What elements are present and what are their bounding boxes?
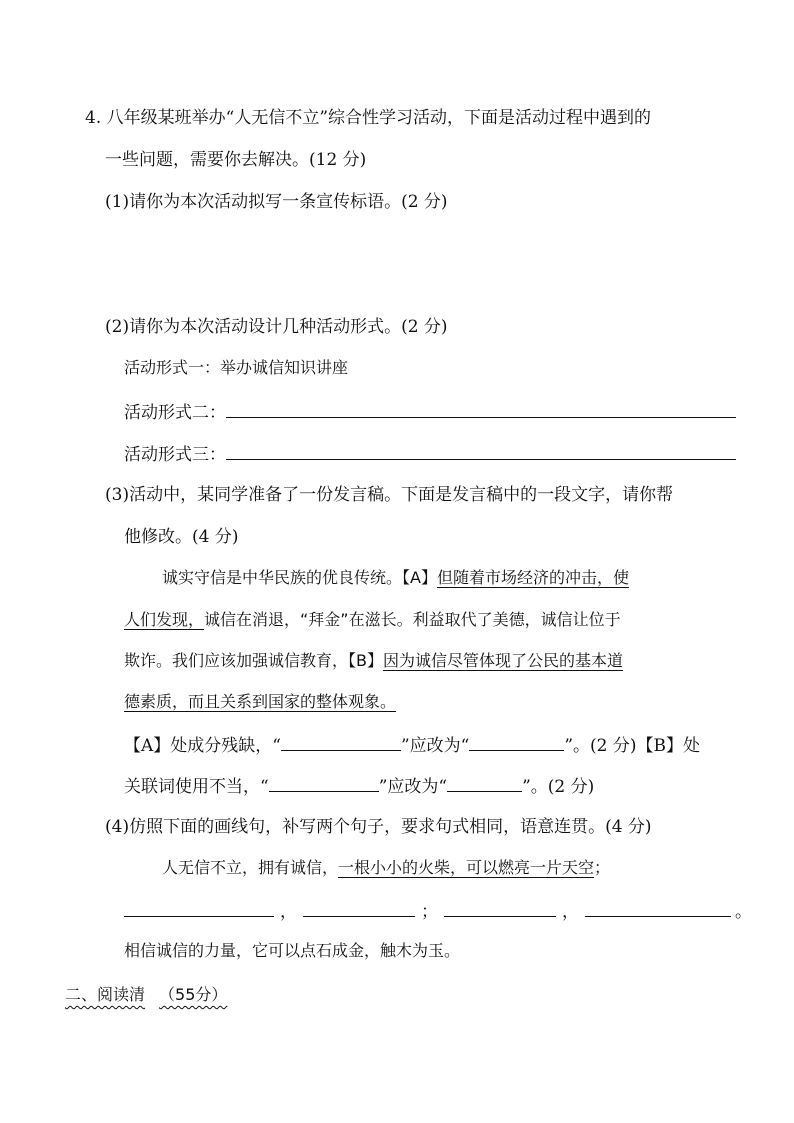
activity-form-3-label: 活动形式三：	[124, 445, 226, 465]
sentence2-part1-blank[interactable]	[444, 898, 556, 917]
passage-line1: 诚实守信是中华民族的优良传统。【A】但随着市场经济的冲击，使	[162, 568, 629, 587]
passage-underline-a1: 但随着市场经济的冲击，使	[436, 568, 629, 587]
activity-form-2-blank[interactable]	[226, 399, 736, 418]
q4-part1: (1)请你为本次活动拟写一条宣传标语。(2 分)	[105, 192, 448, 212]
q4-part4: (4)仿照下面的画线句，补写两个句子，要求句式相同，语意连贯。(4 分)	[105, 817, 652, 837]
section-title: 二、阅读清	[65, 985, 146, 1004]
activity-form-3-blank[interactable]	[226, 441, 736, 460]
activity-form-1: 活动形式一：举办诚信知识讲座	[124, 358, 349, 377]
answer-b-original-blank[interactable]	[269, 773, 379, 792]
q4-intro-line1: 4. 八年级某班举办“人无信不立”综合性学习活动，下面是活动过程中遇到的	[85, 108, 652, 128]
activity-form-3	[124, 441, 736, 467]
imitation-blanks: ， ； ， 。	[124, 898, 752, 924]
activity-form-2	[124, 399, 736, 425]
answer-b-corrected-blank[interactable]	[447, 773, 522, 792]
answer-a-corrected-blank[interactable]	[469, 732, 564, 751]
sentence1-part2-blank[interactable]	[303, 898, 415, 917]
answer-a-original-blank[interactable]	[281, 732, 401, 751]
section-score: （55分）	[159, 985, 228, 1004]
q4-intro-line2: 一些问题，需要你去解决。(12 分)	[105, 150, 367, 170]
passage-line2: 人们发现，诚信在消退，“拜金”在滋长。利益取代了美德，诚信让位于	[124, 610, 621, 629]
passage-line4	[124, 690, 396, 714]
answer-b-line: 关联词使用不当，“ ”应改为“ ”。(2 分)	[124, 773, 594, 799]
sentence1-part1-blank[interactable]	[124, 898, 274, 917]
q4-part2: (2)请你为本次活动设计几种活动形式。(2 分)	[105, 317, 448, 337]
imitation-sentence: 人无信不立，拥有诚信，一根小小的火柴，可以燃亮一片天空；	[162, 858, 611, 877]
answer-a-line: 【A】处成分残缺，“ ”应改为“ ”。(2 分)【B】处	[124, 732, 700, 758]
sentence2-part2-blank[interactable]	[585, 898, 731, 917]
imitation-underline: 一根小小的火柴，可以燃亮一片天空	[338, 858, 595, 877]
q4-part3-line2: 他修改。(4 分)	[124, 527, 239, 547]
passage-line3: 欺诈。我们应该加强诚信教育，【B】因为诚信尽管体现了公民的基本道	[124, 651, 623, 670]
imitation-conclusion: 相信诚信的力量，它可以点石成金，触木为玉。	[124, 941, 461, 960]
activity-form-2-label: 活动形式二：	[124, 403, 226, 423]
passage-underline-a2: 人们发现，	[124, 610, 205, 629]
q4-part3-line1: (3)活动中，某同学准备了一份发言稿。下面是发言稿中的一段文字，请你帮	[105, 485, 674, 505]
section-heading	[65, 983, 227, 1007]
passage-underline-b2: 德素质，而且关系到国家的整体观象。	[124, 692, 397, 711]
passage-underline-b1: 因为诚信尽管体现了公民的基本道	[382, 651, 623, 670]
